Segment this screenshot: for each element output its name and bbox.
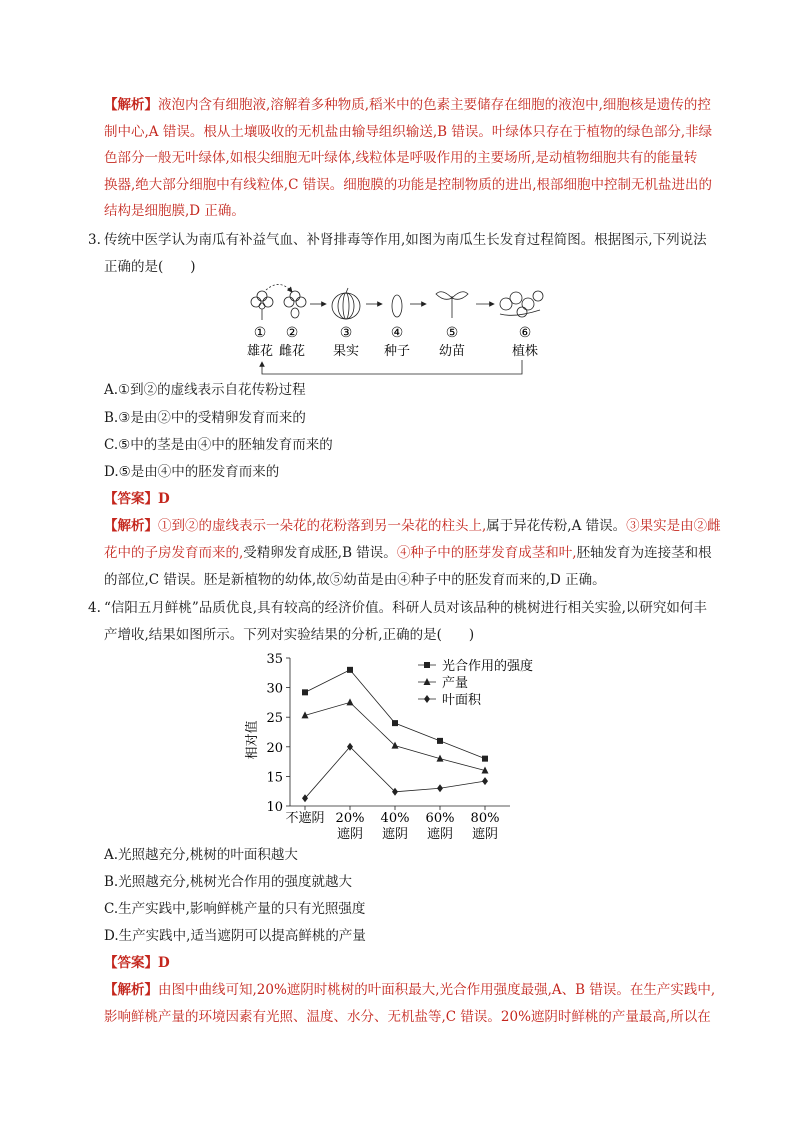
q4-option-a: A.光照越充分,桃树的叶面积越大 <box>104 847 298 863</box>
legend-marker <box>424 662 430 668</box>
pollination-dashed-arrow <box>266 284 292 292</box>
q4-analysis-line-2: 影响鲜桃产量的环境因素有光照、温度、水分、无机盐等,C 错误。20%遮阴时鲜桃的产量最高,所以在 <box>104 1009 711 1025</box>
q4-analysis-line-1: 【解析】由图中曲线可知,20%遮阴时桃树的叶面积最大,光合作用强度最强,A、B 错误。在生产实践中, <box>104 982 716 998</box>
data-point <box>482 777 488 785</box>
q2-analysis-line-1: 【解析】液泡内含有细胞液,溶解着多种物质,稻米中的色素主要储存在细胞的液泡中,细胞核是遗传的控 <box>104 97 711 113</box>
y-tick-label: 25 <box>266 711 283 727</box>
diagram-label: 幼苗 <box>438 344 466 359</box>
x-tick-label: 20% <box>335 811 365 826</box>
x-tick-label: 遮阴 <box>336 827 364 842</box>
q3-option-b: B.③是由②中的受精卵发育而来的 <box>104 410 306 426</box>
x-tick-label: 遮阴 <box>381 827 409 842</box>
x-tick-label: 遮阴 <box>426 827 454 842</box>
diagram-num: ④ <box>390 325 404 341</box>
q4-answer: 【答案】D <box>104 955 170 971</box>
q4-option-c: C.生产实践中,影响鲜桃产量的只有光照强度 <box>104 901 366 917</box>
data-point <box>347 667 353 673</box>
diagram-num: ⑥ <box>518 325 532 341</box>
diagram-label: 种子 <box>383 344 411 359</box>
diagram-label: 雄花 <box>246 344 274 359</box>
data-point <box>437 784 443 792</box>
legend-marker <box>424 695 430 703</box>
series-line <box>305 702 485 770</box>
y-tick-label: 15 <box>266 770 283 786</box>
q4-stem-line-2: 产增收,结果如图所示。下列对实验结果的分析,正确的是( ) <box>104 627 475 643</box>
data-point <box>482 756 488 762</box>
q3-stem-line-2: 正确的是( ) <box>104 259 196 275</box>
pumpkin-fruit-icon <box>332 288 360 319</box>
data-point <box>347 698 354 705</box>
data-point <box>302 689 308 695</box>
data-point <box>392 720 398 726</box>
diagram-label: 雌花 <box>278 344 306 359</box>
diagram-label: 植株 <box>511 344 539 359</box>
q4-stem-line-1: “信阳五月鲜桃”品质优良,具有较高的经济价值。科研人员对该品种的桃树进行相关实验,以研究如何丰 <box>104 600 707 616</box>
q2-analysis-line-3: 色部分一般无叶绿体,如根尖细胞无叶绿体,线粒体是呼吸作用的主要场所,是动植物细胞共有的能量转 <box>104 150 698 166</box>
legend-marker <box>424 678 431 685</box>
x-tick-label: 60% <box>425 811 455 826</box>
q3-option-a: A.①到②的虚线表示自花传粉过程 <box>104 382 306 398</box>
y-axis-label: 相对值 <box>245 720 260 760</box>
legend-label: 产量 <box>442 676 469 691</box>
x-tick-label: 80% <box>470 811 500 826</box>
q3-stem-line-1: 传统中医学认为南瓜有补益气血、补肾排毒等作用,如图为南瓜生长发育过程简图。根据图示,下列说法 <box>104 232 707 248</box>
pumpkin-lifecycle-diagram <box>240 282 560 382</box>
data-point <box>437 738 443 744</box>
q2-analysis-line-5: 结构是细胞膜,D 正确。 <box>104 203 245 219</box>
q4-number: 4. <box>88 600 101 616</box>
q3-option-d: D.⑤是由④中的胚发育而来的 <box>104 464 280 480</box>
legend-label: 叶面积 <box>442 693 482 708</box>
y-tick-label: 30 <box>266 681 283 697</box>
y-tick-label: 10 <box>266 800 283 815</box>
x-tick-label: 不遮阴 <box>285 811 325 826</box>
data-point <box>392 788 398 796</box>
diagram-num: ⑤ <box>445 325 459 341</box>
peach-shading-line-chart <box>240 648 560 848</box>
x-tick-label: 40% <box>380 811 410 826</box>
q3-number: 3. <box>88 232 101 248</box>
q4-option-b: B.光照越充分,桃树光合作用的强度就越大 <box>104 874 353 890</box>
q2-analysis-line-2: 制中心,A 错误。根从土壤吸收的无机盐由输导组织输送,B 错误。叶绿体只存在于植物的绿色部分,非绿 <box>104 124 713 140</box>
data-point <box>392 742 399 749</box>
male-flower-icon <box>251 291 273 320</box>
pumpkin-plant-icon <box>500 291 543 317</box>
x-tick-label: 遮阴 <box>471 827 499 842</box>
cycle-return-arrow <box>262 360 522 374</box>
seedling-icon <box>436 292 468 318</box>
q3-option-c: C.⑤中的茎是由④中的胚轴发育而来的 <box>104 437 333 453</box>
q2-analysis-line-4: 换器,绝大部分细胞中有线粒体,C 错误。细胞膜的功能是控制物质的进出,根部细胞中控制无机盐进出的 <box>104 177 712 193</box>
seed-icon <box>392 295 402 317</box>
y-tick-label: 35 <box>266 652 283 667</box>
q3-analysis-line-3: 的部位,C 错误。胚是新植物的幼体,故⑤幼苗是由④种子中的胚发育而来的,D 正确。 <box>104 572 606 588</box>
q3-answer: 【答案】D <box>104 491 170 507</box>
q3-analysis-line-1: 【解析】①到②的虚线表示一朵花的花粉落到另一朵花的柱头上,属于异花传粉,A 错误。③果实是由②雌 <box>104 518 721 534</box>
female-flower-icon <box>284 291 306 318</box>
diagram-num: ① <box>253 325 267 341</box>
q3-analysis-line-2: 花中的子房发育而来的,受精卵发育成胚,B 错误。④种子中的胚芽发育成茎和叶,胚轴发育为连接茎和根 <box>104 545 712 561</box>
y-tick-label: 20 <box>266 740 283 756</box>
diagram-label: 果实 <box>332 344 360 359</box>
diagram-num: ③ <box>339 325 353 341</box>
diagram-num: ② <box>285 325 299 341</box>
legend-label: 光合作用的强度 <box>442 659 534 674</box>
q4-option-d: D.生产实践中,适当遮阴可以提高鲜桃的产量 <box>104 928 366 944</box>
